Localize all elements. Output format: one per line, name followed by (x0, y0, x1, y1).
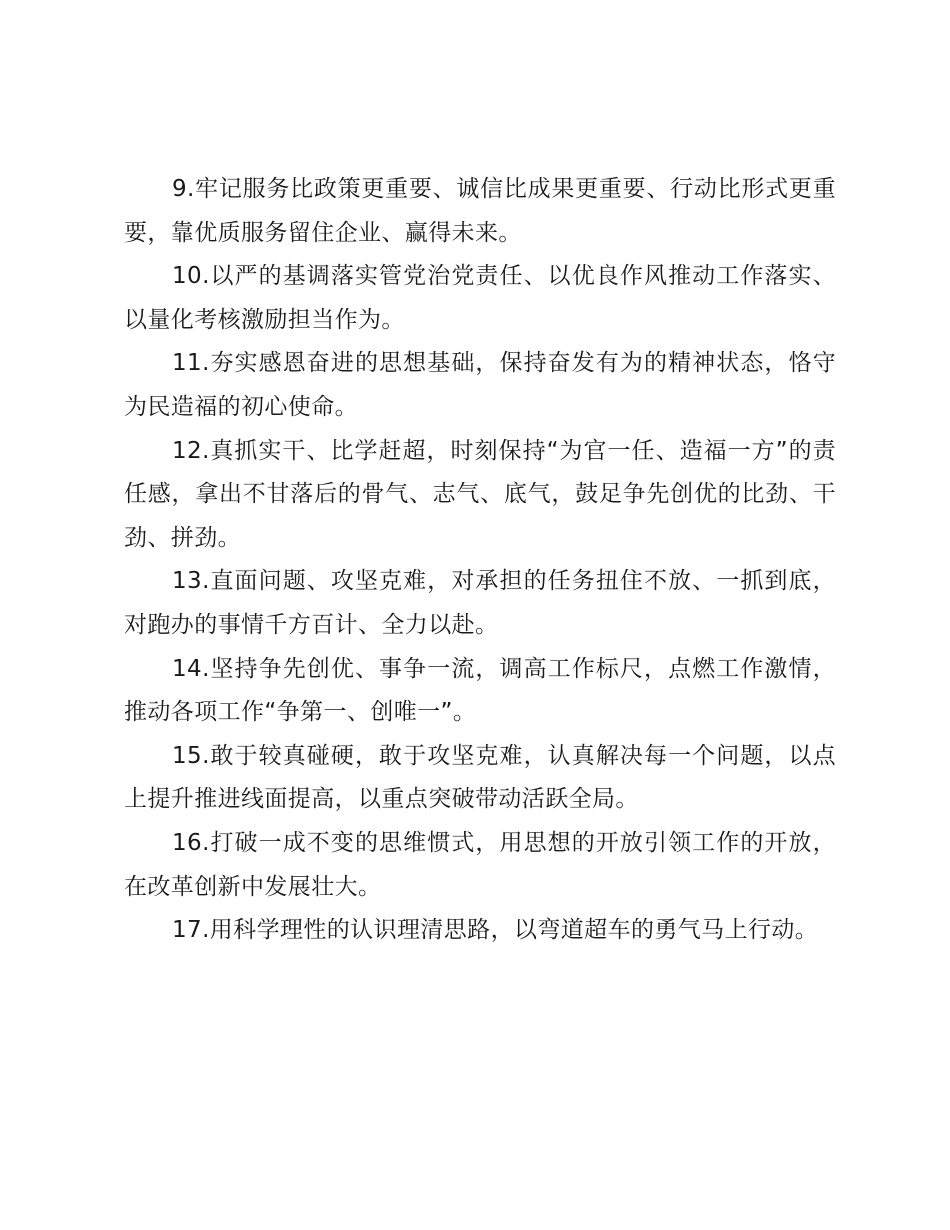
paragraph-item-15: 15.敢于较真碰硬，敢于攻坚克难，认真解决每一个问题，以点上提升推进线面提高，以重点突破带动活跃全局。 (124, 742, 836, 813)
paragraph-item-12: 12.真抓实干、比学赶超，时刻保持“为官一任、造福一方”的责任感，拿出不甘落后的骨气、志气、底气，鼓足争先创优的比劲、干劲、拼劲。 (124, 437, 836, 551)
paragraph-item-11: 11.夯实感恩奋进的思想基础，保持奋发有为的精神状态，恪守为民造福的初心使命。 (124, 350, 836, 420)
paragraph-item-14: 14.坚持争先创优、事争一流，调高工作标尺，点燃工作激情，推动各项工作“争第一、创唯一”。 (124, 655, 836, 726)
paragraph-item-13: 13.直面问题、攻坚克难，对承担的任务扭住不放、一抓到底，对跑办的事情千方百计、全力以赴。 (124, 568, 836, 638)
paragraph-item-10: 10.以严的基调落实管党治党责任、以优良作风推动工作落实、以量化考核激励担当作为。 (124, 263, 836, 333)
document-body (124, 168, 836, 953)
paragraph-item-16: 16.打破一成不变的思维惯式，用思想的开放引领工作的开放，在改革创新中发展壮大。 (124, 829, 836, 900)
paragraph-item-9: 9.牢记服务比政策更重要、诚信比成果更重要、行动比形式更重要，靠优质服务留住企业、赢得未来。 (124, 176, 836, 246)
paragraph-item-17: 17.用科学理性的认识理清思路，以弯道超车的勇气马上行动。 (172, 917, 819, 944)
